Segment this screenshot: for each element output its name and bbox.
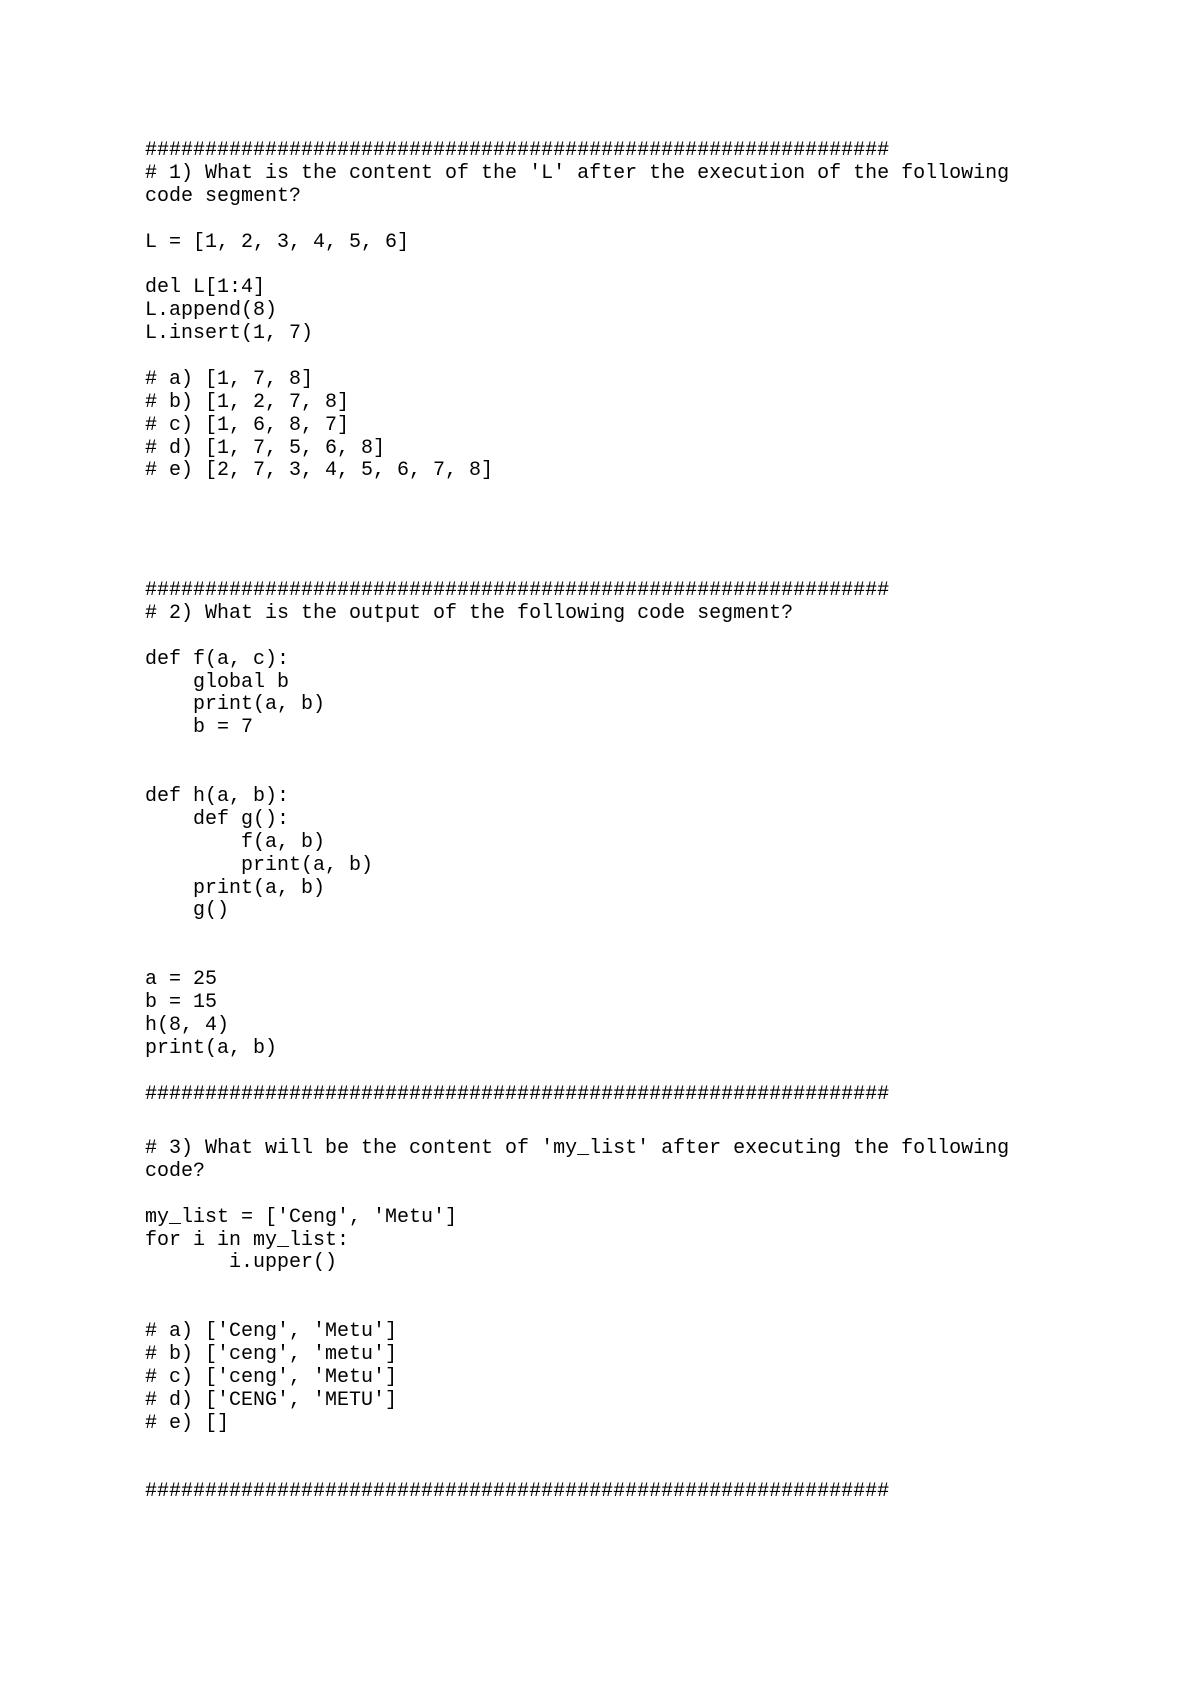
question-2-block [145,580,1145,1106]
code-line: def f(a, c): [145,647,290,671]
code-line [145,626,1145,649]
code-line: del L[1:4] [145,276,266,300]
code-line [145,209,1145,232]
code-line: f(a, b) [145,830,326,854]
code-line: L.insert(1, 7) [145,322,314,346]
code-line: print(a, b) [145,1036,278,1060]
code-line: b = 7 [145,716,254,740]
question-1-block [145,140,1145,483]
code-line: global b [145,670,290,694]
code-line: # c) ['ceng', 'Metu'] [145,1365,398,1389]
code-line [145,1061,1145,1084]
code-line: def g(): [145,807,290,831]
code-line: # d) [1, 7, 5, 6, 8] [145,436,386,460]
code-line: code segment? [145,184,302,208]
code-line [145,1298,1145,1321]
code-line: # b) [1, 2, 7, 8] [145,390,350,414]
code-line: ############################################################## [145,579,890,602]
code-line: # 2) What is the output of the following code segment? [145,601,794,625]
code-line: for i in my_list: [145,1228,350,1252]
code-line: g() [145,899,230,923]
code-line: ############################################################## [145,139,890,162]
code-line: ############################################################## [145,1082,890,1106]
code-line: L.append(8) [145,299,278,323]
code-line: h(8, 4) [145,1013,230,1037]
code-line: code? [145,1159,206,1183]
code-line: # e) [2, 7, 3, 4, 5, 6, 7, 8] [145,459,494,483]
code-line: # 3) What will be the content of 'my_list' after executing the following [145,1137,1010,1160]
code-line: # e) [] [145,1411,230,1435]
code-line [145,346,1145,369]
code-line: print(a, b) [145,693,326,717]
code-line: # b) ['ceng', 'metu'] [145,1343,398,1367]
code-line: i.upper() [145,1251,338,1275]
code-line: def h(a, b): [145,785,290,809]
code-line: a = 25 [145,968,218,992]
code-line [145,740,1145,763]
code-line: # d) ['CENG', 'METU'] [145,1388,398,1412]
code-line: # 1) What is the content of the 'L' after the execution of the following [145,161,1010,185]
code-line: print(a, b) [145,876,326,900]
code-line [145,1458,1145,1481]
code-line: b = 15 [145,991,218,1015]
code-line: print(a, b) [145,853,374,877]
code-line: my_list = ['Ceng', 'Metu'] [145,1205,458,1229]
code-line: # a) [1, 7, 8] [145,367,314,391]
code-line [145,923,1145,946]
code-line [145,1184,1145,1207]
code-line [145,763,1145,786]
code-line: # a) ['Ceng', 'Metu'] [145,1320,398,1344]
code-line: # c) [1, 6, 8, 7] [145,413,350,437]
question-3-block [145,1138,1145,1504]
code-line [145,946,1145,969]
code-line: ############################################################## [145,1480,890,1504]
code-line [145,1275,1145,1298]
code-line [145,254,1145,277]
code-line: L = [1, 2, 3, 4, 5, 6] [145,230,410,254]
code-line [145,1436,1145,1459]
